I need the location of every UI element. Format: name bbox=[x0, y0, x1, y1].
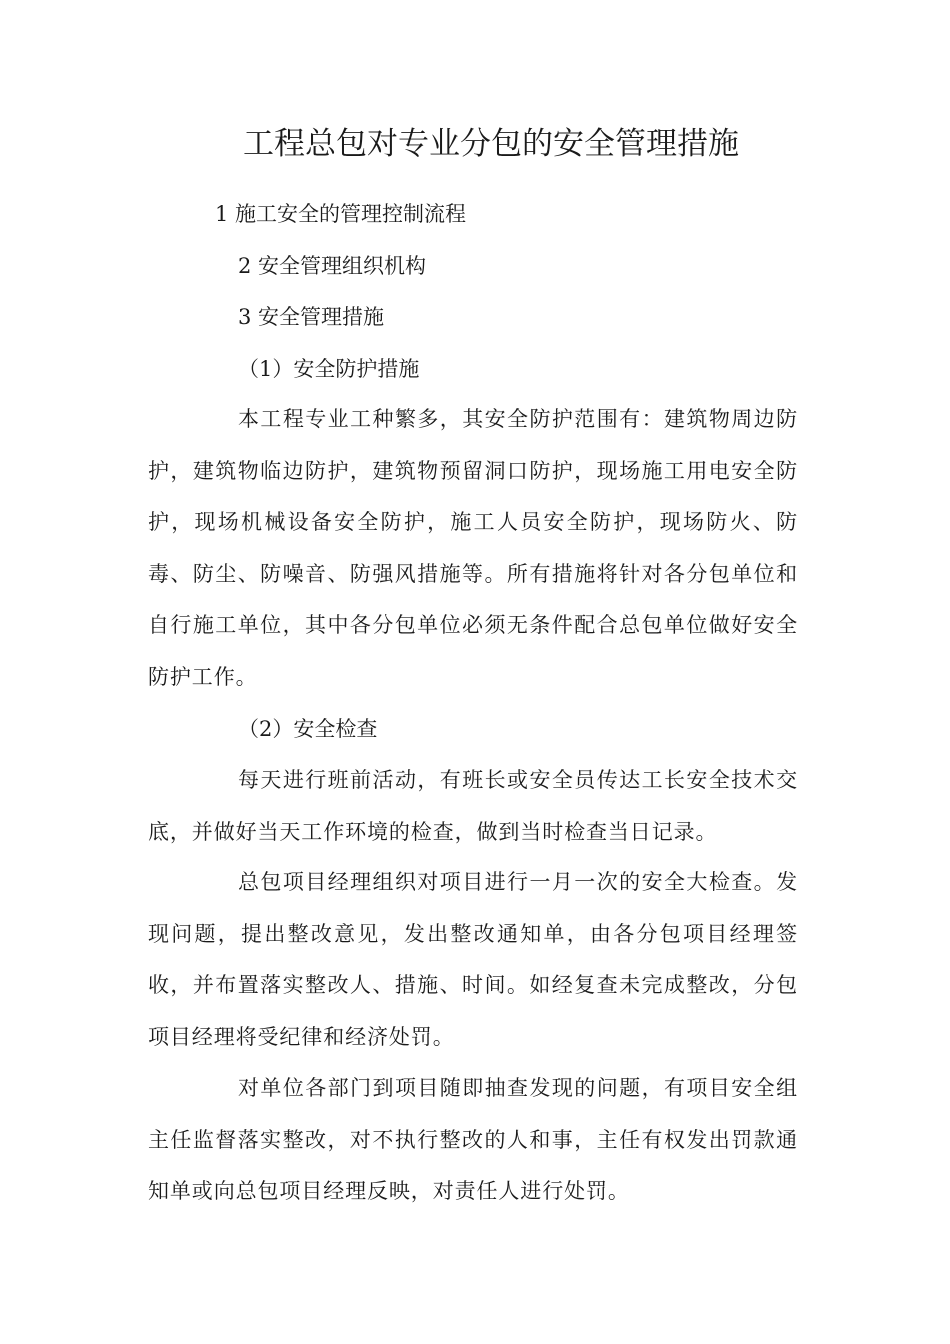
subheading-2: （2）安全检查 bbox=[238, 717, 378, 741]
paragraph-daily-check: 每天进行班前活动，有班长或安全员传达工长安全技术交底，并做好当天工作环境的检查，做到当时检查当日记录。 bbox=[148, 768, 798, 844]
document-title: 工程总包对专业分包的安全管理措施 bbox=[243, 126, 739, 162]
paragraph-spot-check: 对单位各部门到项目随即抽查发现的问题，有项目安全组主任监督落实整改，对不执行整改的人和事，主任有权发出罚款通知单或向总包项目经理反映，对责任人进行处罚。 bbox=[148, 1076, 798, 1203]
paragraph-safety-protection: 本工程专业工种繁多，其安全防护范围有：建筑物周边防护，建筑物临边防护，建筑物预留洞口防护，现场施工用电安全防护，现场机械设备安全防护，施工人员安全防护，现场防火、防毒、防尘、防噪音、防强风措施等。所有措施将针对各分包单位和自行施工单位，其中各分包单位必须无条件配合总包单位做好安全防护工作。 bbox=[148, 407, 798, 689]
heading-3: 3 安全管理措施 bbox=[238, 305, 385, 329]
heading-2: 2 安全管理组织机构 bbox=[238, 254, 427, 278]
paragraph-monthly-inspection: 总包项目经理组织对项目进行一月一次的安全大检查。发现问题，提出整改意见，发出整改通知单，由各分包项目经理签收，并布置落实整改人、措施、时间。如经复查未完成整改，分包项目经理将受纪律和经济处罚。 bbox=[148, 870, 798, 1049]
heading-1: 1 施工安全的管理控制流程 bbox=[215, 202, 467, 226]
subheading-1: （1）安全防护措施 bbox=[238, 357, 420, 381]
